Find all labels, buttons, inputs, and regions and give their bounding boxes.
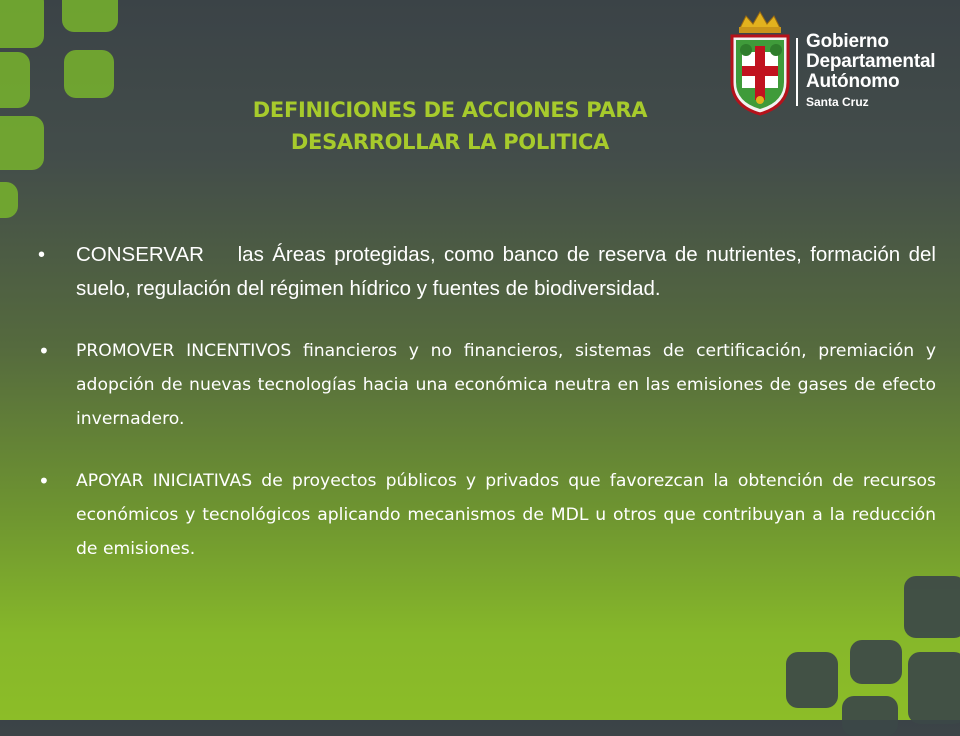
decor-tile <box>904 576 960 638</box>
title-line-2: DESARROLLAR LA POLITICA <box>290 130 610 154</box>
decor-tile <box>786 652 838 708</box>
bullet-list <box>38 238 936 566</box>
decor-tile <box>908 652 960 724</box>
logo-line: Autónomo <box>806 71 900 92</box>
logo-line: Departamental <box>806 51 936 72</box>
bullet-keyword: CONSERVAR <box>76 243 204 266</box>
bullet-text: financieros y no financieros, sistemas de certificación, premiación y adopción de nuevas tecnologías hacia una económica neutra en las emisiones de gases de efecto invernadero. <box>76 341 936 429</box>
bullet-text: las Áreas protegidas, como banco de reserva de nutrientes, formación del suelo, regulación del régimen hídrico y fuentes de biodiversidad. <box>76 243 936 300</box>
bullet-text: de proyectos públicos y privados que favorezcan la obtención de recursos económicos y tecnológicos aplicando mecanismos de MDL u otros que contribuyan a la reducción de emisiones. <box>76 471 936 559</box>
bullet-icon: • <box>38 339 50 363</box>
bullet-icon: • <box>38 469 50 493</box>
bullet-icon: • <box>38 244 46 266</box>
decor-tile <box>64 50 114 98</box>
bullet-keyword: PROMOVER INCENTIVOS <box>76 341 292 361</box>
logo-wordmark <box>806 32 935 110</box>
decor-tile <box>842 696 898 736</box>
decor-tile <box>0 52 30 108</box>
logo-line: Santa Cruz <box>806 95 869 109</box>
logo-divider <box>796 38 798 106</box>
bullet-item <box>38 238 936 306</box>
bullet-item <box>38 334 936 436</box>
decor-tile <box>0 0 44 48</box>
decor-tile <box>0 116 44 170</box>
bullet-item <box>38 464 936 566</box>
logo-line: Gobierno <box>806 31 889 52</box>
slide-title <box>215 94 685 158</box>
decor-tile <box>850 640 902 684</box>
decor-tile <box>62 0 118 32</box>
title-line-1: DEFINICIONES DE ACCIONES PARA <box>252 98 648 122</box>
decor-tile <box>0 182 18 218</box>
bullet-keyword: APOYAR INICIATIVAS <box>76 471 253 491</box>
